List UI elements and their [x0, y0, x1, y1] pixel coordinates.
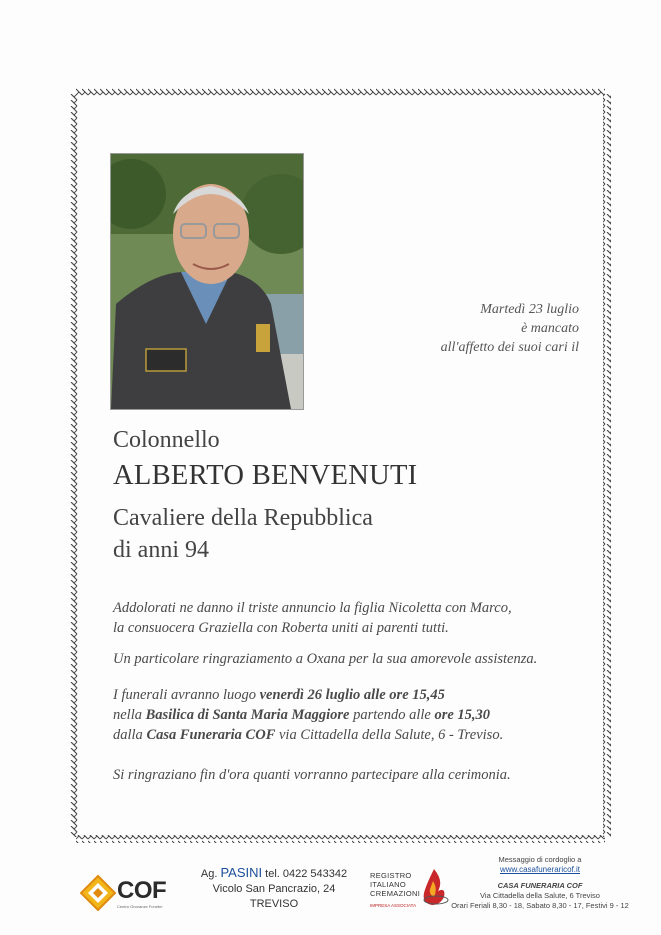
agency-city: TREVISO	[249, 898, 299, 910]
agency-address: Vicolo San Pancrazio, 24	[212, 883, 336, 895]
departure-time: ore 15,30	[434, 707, 491, 723]
condolence-link[interactable]: www.casafuneraricof.it	[499, 865, 581, 874]
thanks-paragraph: Un particolare ringraziamento a Oxana per la sua amorevole assistenza.	[113, 651, 538, 667]
funeral-text: partendo alle	[349, 707, 435, 723]
funeral-home: Casa Funeraria COF	[146, 727, 276, 743]
funeral-text: nella	[113, 707, 146, 723]
funeral-home-name: CASA FUNERARIA COF	[497, 881, 583, 890]
ric-line: REGISTRO	[370, 871, 412, 880]
funeral-text: dalla	[113, 727, 147, 743]
funeral-address: via Cittadella della Salute, 6 - Treviso.	[275, 727, 504, 743]
funeral-text: I funerali avranno luogo	[113, 687, 260, 703]
family-announcement	[113, 598, 512, 638]
agency-name: PASINI	[220, 865, 263, 880]
portrait-photo	[110, 153, 304, 410]
agency-info	[200, 865, 348, 912]
cof-diamond-logo-icon	[80, 875, 116, 916]
date-line: Martedì 23 luglio	[480, 302, 579, 317]
agency-phone: tel. 0422 543342	[265, 868, 348, 880]
funeral-datetime: venerdì 26 luglio alle ore 15,45	[259, 687, 445, 703]
condolence-label: Messaggio di cordoglio a	[498, 855, 582, 864]
honor-title: Cavaliere della Repubblica	[113, 505, 373, 531]
affection-line: all'affetto dei suoi cari il	[440, 340, 579, 355]
agency-prefix: Ag.	[200, 868, 218, 880]
rank-title: Colonnello	[113, 427, 220, 453]
funeral-church: Basilica di Santa Maria Maggiore	[145, 707, 350, 723]
closing-thanks: Si ringraziano fin d'ora quanti vorranno partecipare alla cerimonia.	[113, 767, 511, 783]
ric-subtitle: IMPRESA ASSOCIATA	[370, 903, 417, 908]
condolence-info	[435, 855, 645, 911]
ric-line: CREMAZIONI	[370, 889, 421, 898]
funeral-home-address: Via Cittadella della Salute, 6 Treviso	[480, 891, 600, 900]
age-line: di anni 94	[113, 537, 209, 563]
funeral-home-hours: Orari Feriali 8,30 - 18, Sabato 8,30 - 17, Festivi 9 - 12	[451, 901, 629, 910]
footer	[0, 855, 661, 935]
deceased-name: ALBERTO BENVENUTI	[113, 460, 418, 491]
death-date-block	[441, 300, 579, 357]
ric-line: ITALIANO	[370, 880, 407, 889]
funeral-details	[113, 685, 503, 745]
cof-subtitle: Centro Onoranze Funebri	[117, 904, 163, 909]
announcement-line: Addolorati ne danno il triste annuncio la figlia Nicoletta con Marco,	[113, 600, 512, 616]
passed-line: è mancato	[521, 321, 579, 336]
announcement-line: la consuocera Graziella con Roberta uniti ai parenti tutti.	[113, 620, 449, 636]
cof-logo-text: COF	[117, 877, 167, 904]
